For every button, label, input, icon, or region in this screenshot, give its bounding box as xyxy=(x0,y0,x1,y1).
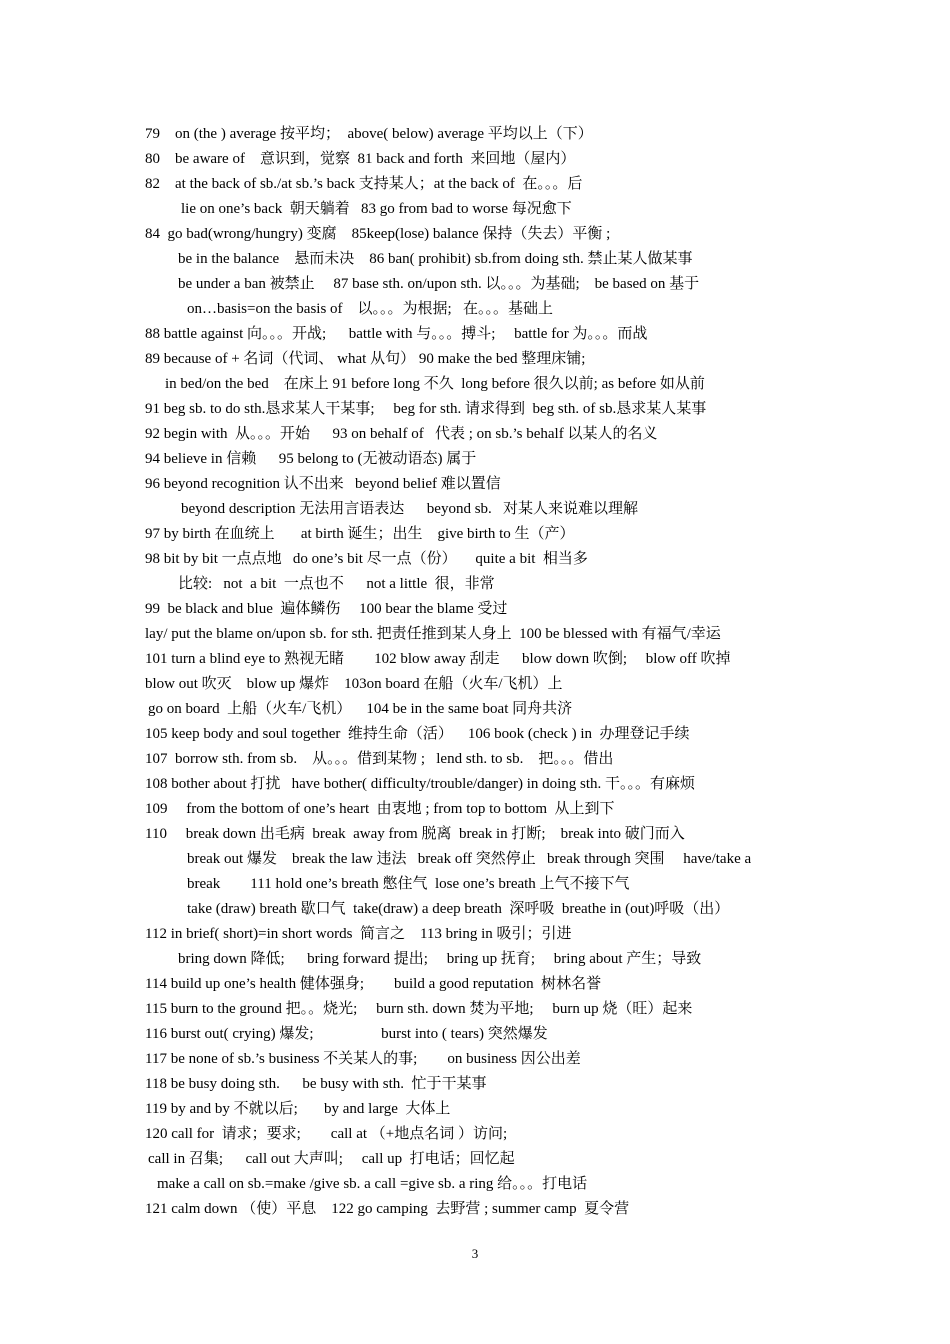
text-line: 119 by and by 不就以后; by and large 大体上 xyxy=(145,1101,451,1117)
text-line: 110 break down 出毛病 break away from 脱离 break in 打断; break into 破门而入 xyxy=(145,826,685,842)
text-line: 107 borrow sth. from sb. 从。。。借到某物 ; lend sth. to sb. 把。。。借出 xyxy=(145,751,614,767)
text-line: 94 believe in 信赖 95 belong to (无被动语态) 属于 xyxy=(145,451,477,467)
page-number: 3 xyxy=(471,1246,479,1261)
text-line: break out 爆发 break the law 违法 break off 突然停止 break through 突围 have/take a xyxy=(187,851,752,867)
text-line: 82 at the back of sb./at sb.’s back 支持某人；at the back of 在。。。后 xyxy=(145,176,583,192)
text-line: bring down 降低; bring forward 提出; bring up 抚育; bring about 产生；导致 xyxy=(178,951,702,967)
text-line: 80 be aware of 意识到，觉察 81 back and forth 来回地（屋内） xyxy=(145,151,576,167)
text-line: 121 calm down （使）平息 122 go camping 去野营 ; summer camp 夏令营 xyxy=(145,1201,630,1217)
text-line: in bed/on the bed 在床上 91 before long 不久 long before 很久以前; as before 如从前 xyxy=(165,376,705,392)
text-line: 92 begin with 从。。。开始 93 on behalf of 代表 ; on sb.’s behalf 以某人的名义 xyxy=(145,426,658,442)
text-line: 79 on (the ) average 按平均； above( below) average 平均以上（下） xyxy=(145,126,593,142)
text-line: break 111 hold one’s breath 憋住气 lose one’s breath 上气不接下气 xyxy=(187,876,630,892)
text-line: call in 召集; call out 大声叫; call up 打电话；回忆起 xyxy=(148,1151,515,1167)
text-line: lie on one’s back 朝天躺着 83 go from bad to worse 每况愈下 xyxy=(181,201,572,217)
text-line: beyond description 无法用言语表达 beyond sb. 对某人来说难以理解 xyxy=(181,501,639,517)
text-line: 120 call for 请求；要求; call at （+地点名词 ）访问; xyxy=(145,1126,508,1142)
text-line: 91 beg sb. to do sth.恳求某人干某事; beg for sth. 请求得到 beg sth. of sb.恳求某人某事 xyxy=(145,401,707,417)
text-line: 108 bother about 打扰 have bother( difficulty/trouble/danger) in doing sth. 干。。。有麻烦 xyxy=(145,776,696,792)
text-line: 116 burst out( crying) 爆发; burst into ( tears) 突然爆发 xyxy=(145,1026,548,1042)
text-line: blow out 吹灭 blow up 爆炸 103on board 在船（火车/飞机）上 xyxy=(145,676,563,692)
text-line: 88 battle against 向。。。开战; battle with 与。。。搏斗; battle for 为。。。而战 xyxy=(145,326,648,342)
text-line: be in the balance 悬而未决 86 ban( prohibit) sb.from doing sth. 禁止某人做某事 xyxy=(178,251,693,267)
text-line: on…basis=on the basis of 以。。。为根据; 在。。。基础上 xyxy=(187,301,553,317)
text-line: 比较: not a bit 一点也不 not a little 很，非常 xyxy=(178,576,495,592)
text-line: 96 beyond recognition 认不出来 beyond belief 难以置信 xyxy=(145,476,501,492)
text-line: 118 be busy doing sth. be busy with sth. 忙于干某事 xyxy=(145,1076,487,1092)
text-line: take (draw) breath 歇口气 take(draw) a deep breath 深呼吸 breathe in (out)呼吸（出） xyxy=(187,901,730,917)
text-line: 115 burn to the ground 把。。烧光; burn sth. down 焚为平地; burn up 烧（旺）起来 xyxy=(145,1001,693,1017)
text-line: 109 from the bottom of one’s heart 由衷地 ; from top to bottom 从上到下 xyxy=(145,801,615,817)
text-line: 117 be none of sb.’s business 不关某人的事; on business 因公出差 xyxy=(145,1051,581,1067)
text-line: 97 by birth 在血统上 at birth 诞生；出生 give birth to 生（产） xyxy=(145,526,575,542)
text-line: 101 turn a blind eye to 熟视无睹 102 blow away 刮走 blow down 吹倒; blow off 吹掉 xyxy=(145,651,731,667)
text-line: 99 be black and blue 遍体鳞伤 100 bear the blame 受过 xyxy=(145,601,508,617)
text-line: 98 bit by bit 一点点地 do one’s bit 尽一点（份） quite a bit 相当多 xyxy=(145,551,588,567)
text-line: 89 because of + 名词（代词、 what 从句） 90 make the bed 整理床铺; xyxy=(145,351,586,367)
text-line: lay/ put the blame on/upon sb. for sth. 把责任推到某人身上 100 be blessed with 有福气/幸运 xyxy=(145,626,721,642)
text-line: go on board 上船（火车/飞机） 104 be in the same boat 同舟共济 xyxy=(148,701,573,717)
text-line: 105 keep body and soul together 维持生命（活） 106 book (check ) in 办理登记手续 xyxy=(145,726,690,742)
text-line: make a call on sb.=make /give sb. a call =give sb. a ring 给。。。打电话 xyxy=(157,1176,588,1192)
text-line: 84 go bad(wrong/hungry) 变腐 85keep(lose) balance 保持（失去）平衡 ; xyxy=(145,226,611,242)
text-line: be under a ban 被禁止 87 base sth. on/upon sth. 以。。。为基础; be based on 基于 xyxy=(178,276,700,292)
text-line: 112 in brief( short)=in short words 简言之 113 bring in 吸引；引进 xyxy=(145,926,572,942)
text-line: 114 build up one’s health 健体强身; build a good reputation 树林名誉 xyxy=(145,976,602,992)
